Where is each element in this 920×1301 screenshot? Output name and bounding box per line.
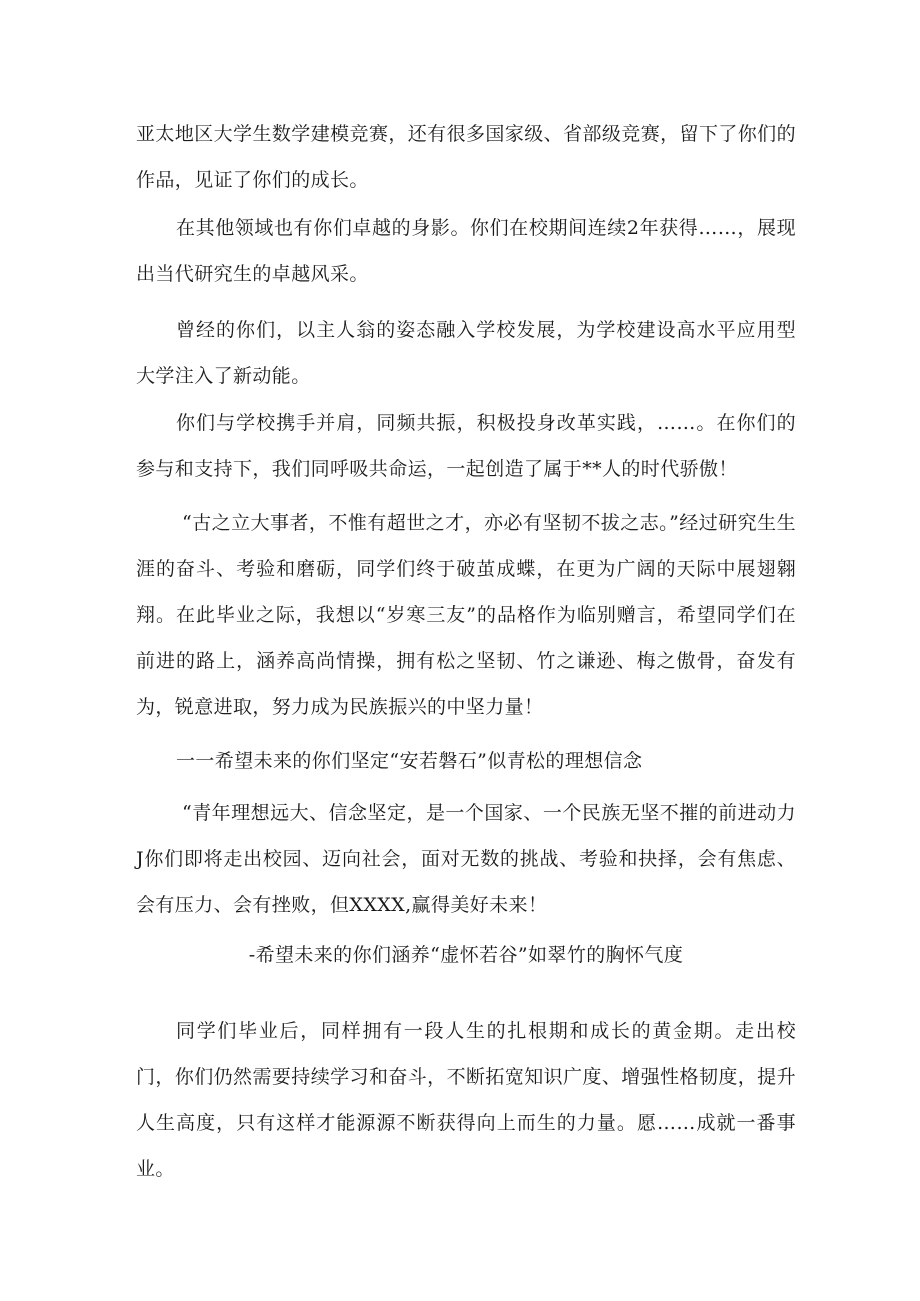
heading-bamboo-humility: -希望未来的你们涵养“虚怀若谷”如翠竹的胸怀气度 [248,944,684,966]
paragraph-graduation-message: “古之立大事者，不惟有超世之才，亦必有坚韧不拔之志。”经过研究生生涯的奋斗、考验和磨砺，同学们终于破茧成蝶，在更为广阔的天际中展翅翱翔。在此毕业之际，我想以“岁寒三友”的品格作为临别赠言，希望同学们在前进的路上，涵养高尚情操，拥有松之坚韧、竹之谦逊、梅之傲骨，奋发有为，锐意进取，努力成为民族振兴的中坚力量！ [136,512,796,718]
paragraph-after-graduation: 同学们毕业后，同样拥有一段人生的扎根期和成长的黄金期。走出校门，你们仍然需要持续学习和奋斗，不断拓宽知识广度、增强性格韧度，提升人生高度，只有这样才能源源不断获得向上而生的力量。愿……成就一番事业。 [136,1020,796,1180]
paragraph-other-fields: 在其他领域也有你们卓越的身影。你们在校期间连续2年获得……，展现出当代研究生的卓越风采。 [136,217,796,285]
paragraph-school-development: 曾经的你们，以主人翁的姿态融入学校发展，为学校建设高水平应用型大学注入了新动能。 [136,319,796,387]
paragraph-youth-ideals: “青年理想远大、信念坚定，是一个国家、一个民族无坚不摧的前进动力J你们即将走出校园、迈向社会，面对无数的挑战、考验和抉择，会有焦虑、会有压力、会有挫败，但XXXX,赢得美好未来！ [136,802,796,916]
paragraph-reform-practice: 你们与学校携手并肩，同频共振，积极投身改革实践，……。在你们的参与和支持下，我们同呼吸共命运，一起创造了属于**人的时代骄傲！ [136,412,796,480]
paragraph-competitions: 亚太地区大学生数学建模竞赛，还有很多国家级、省部级竞赛，留下了你们的作品，见证了你们的成长。 [136,123,796,191]
heading-pine-ideals: 一一希望未来的你们坚定“安若磐石”似青松的理想信念 [176,750,643,772]
